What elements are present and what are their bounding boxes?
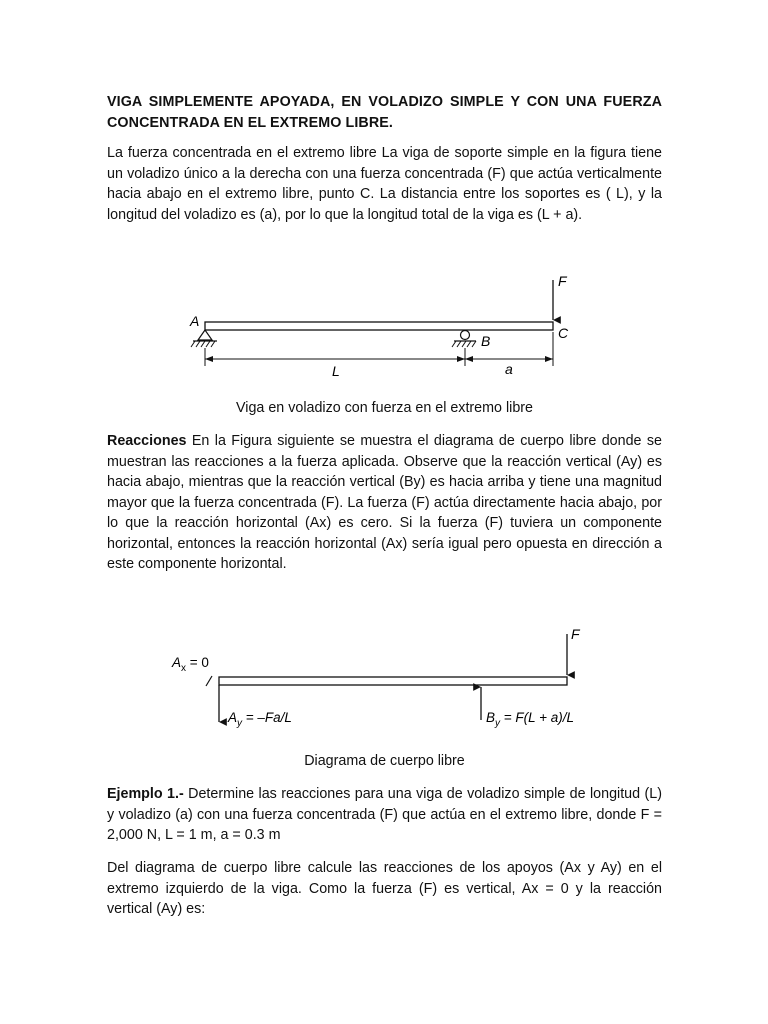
- dimension-lines: [205, 332, 553, 366]
- fbd-beam: [219, 677, 567, 685]
- document-title-block: [107, 92, 662, 133]
- ejemplo-heading: Ejemplo 1.-: [107, 786, 184, 802]
- ejemplo-paragraph: [107, 784, 662, 846]
- reacciones-block: [107, 431, 662, 575]
- ejemplo-block: [107, 784, 662, 846]
- final-block: [107, 858, 662, 920]
- ax-label: $A_x = 0$: [172, 655, 209, 674]
- ay-label: $A_y = -Fa/L$: [228, 710, 292, 729]
- figure2-caption-block: [107, 751, 662, 772]
- intro-paragraph: La fuerza concentrada en el extremo libre La viga de soporte simple en la figura tiene un voladizo único a la derecha con una fuerza concentrada (F) que actúa verticalmente hacia abajo en el extremo libre, punto C. La distancia entre los soportes es ( L), y la longitud del voladizo es (a), por lo que la longitud total de la viga es (L + a).: [107, 145, 662, 223]
- reacciones-heading: Reacciones: [107, 433, 187, 449]
- figure1-caption-block: [107, 398, 662, 419]
- beam: [205, 322, 553, 330]
- label-c: C: [558, 325, 569, 341]
- figure1-caption: Viga en voladizo con fuerza en el extremo libre: [236, 400, 533, 416]
- roller-support-b: [452, 331, 476, 348]
- intro-block: [107, 143, 662, 225]
- label-f: F: [558, 273, 567, 289]
- document-title: VIGA SIMPLEMENTE APOYADA, EN VOLADIZO SIMPLE Y CON UNA FUERZA CONCENTRADA EN EL EXTREMO LIBRE.: [107, 94, 662, 131]
- fbd-label-f: F: [571, 626, 580, 642]
- reacciones-text: En la Figura siguiente se muestra el diagrama de cuerpo libre donde se muestran las reacciones a la fuerza aplicada. Observe que la reacción vertical (Ay) es hacia abajo, mientras que la reacción vertical (By) es hacia arriba y tiene una magnitud mayor que la fuerza concentrada (F). La fuerza (F) actúa directamente hacia abajo, por lo que la reacción horizontal (Ax) es cero. Si la fuerza (F) tuviera un componente horizontal, entonces la reacción horizontal (Ax) sería igual pero opuesta en dirección a este componente horizontal.: [107, 433, 662, 572]
- free-body-diagram: [168, 622, 598, 734]
- label-l: L: [332, 363, 340, 379]
- ejemplo-text: Determine las reacciones para una viga de voladizo simple de longitud (L) y voladizo (a) con una fuerza concentrada (F) que actúa en el extremo libre, donde F = 2,000 N, L = 1 m, a = 0.3 m: [107, 786, 662, 843]
- label-b: B: [481, 333, 491, 349]
- label-a-length: a: [505, 361, 513, 377]
- reacciones-paragraph: [107, 431, 662, 575]
- beam-figure: [180, 268, 600, 386]
- final-paragraph: Del diagrama de cuerpo libre calcule las reacciones de los apoyos (Ax y Ay) en el extremo izquierdo de la viga. Como la fuerza (F) es vertical, Ax = 0 y la reacción vertical (Ay) es:: [107, 860, 662, 917]
- pin-support-a: [191, 330, 217, 347]
- ax-indicator: [206, 676, 212, 686]
- label-a-point: A: [190, 313, 200, 329]
- figure2-caption: Diagrama de cuerpo libre: [304, 753, 465, 769]
- by-label: $B_y = F(L + a)/L$: [486, 710, 575, 729]
